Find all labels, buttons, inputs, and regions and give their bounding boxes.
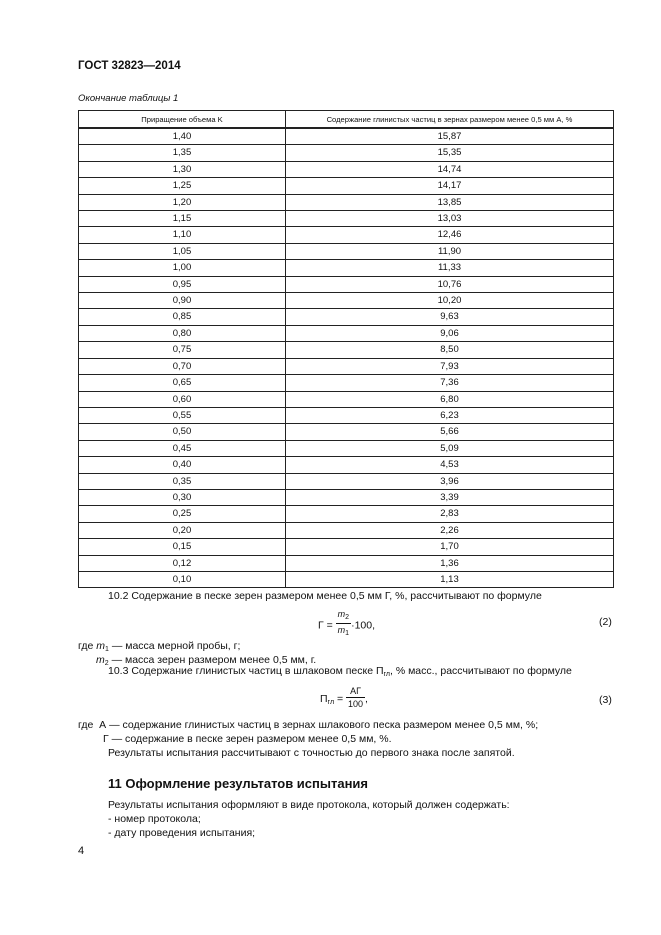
table-row: [79, 293, 614, 309]
list-item: - номер протокола;: [108, 813, 201, 825]
clause-10-2-text: 10.2 Содержание в песке зерен размером менее 0,5 мм Г, %, рассчитывают по формуле: [108, 590, 542, 602]
formula-3-number: (3): [599, 694, 612, 706]
cell-increment: 0,75: [79, 342, 286, 358]
where-label-2: где: [78, 719, 94, 731]
table-row: [79, 473, 614, 489]
clause-10-3-text: 10.3 Содержание глинистых частиц в шлаковом песке $П_{гл}$, % масс., рассчитывают по формуле: [108, 665, 572, 678]
symbol-m2-sub: 2: [104, 660, 109, 667]
table-row: [79, 161, 614, 177]
cell-increment: 0,55: [79, 407, 286, 423]
cell-clay-content: 3,96: [286, 473, 614, 489]
table-row: [79, 375, 614, 391]
m1-description: — масса мерной пробы, г;: [111, 640, 241, 652]
column-header-clay-content: Содержание глинистых частиц в зернах размером менее 0,5 мм А, %: [286, 111, 614, 129]
cell-clay-content: 6,80: [286, 391, 614, 407]
cell-increment: 1,35: [79, 145, 286, 161]
cell-clay-content: 14,74: [286, 161, 614, 177]
cell-increment: 0,70: [79, 358, 286, 374]
table-row: [79, 440, 614, 456]
table-row: [79, 539, 614, 555]
where-m1-line: [78, 640, 240, 653]
formula-3-tail: ,: [365, 692, 368, 705]
table-row: [79, 227, 614, 243]
cell-clay-content: 5,66: [286, 424, 614, 440]
cell-increment: 0,65: [79, 375, 286, 391]
result-precision-text: Результаты испытания рассчитывают с точностью до первого знака после запятой.: [108, 747, 515, 759]
cell-clay-content: 2,26: [286, 522, 614, 538]
cell-clay-content: 13,03: [286, 211, 614, 227]
table-row: [79, 211, 614, 227]
where-a-line: [78, 719, 538, 731]
table-body: [79, 128, 614, 588]
table-row: [79, 522, 614, 538]
symbol-m1: m: [96, 640, 105, 652]
formula-3-denominator: 100: [348, 699, 364, 709]
table-row: [79, 358, 614, 374]
cell-increment: 0,90: [79, 293, 286, 309]
cell-increment: 0,85: [79, 309, 286, 325]
formula-3-equals: =: [336, 692, 344, 705]
cell-clay-content: 7,93: [286, 358, 614, 374]
cell-clay-content: 5,09: [286, 440, 614, 456]
table-header-row: [79, 111, 614, 129]
table-row: [79, 391, 614, 407]
a-description: А — содержание глинистых частиц в зернах шлакового песка размером менее 0,5 мм, %;: [99, 719, 539, 731]
cell-increment: 0,12: [79, 555, 286, 571]
table-row: [79, 506, 614, 522]
cell-clay-content: 4,53: [286, 457, 614, 473]
cell-clay-content: 10,20: [286, 293, 614, 309]
cell-increment: 1,30: [79, 161, 286, 177]
formula-3: [320, 687, 368, 711]
cell-clay-content: 15,87: [286, 128, 614, 145]
cell-increment: 1,00: [79, 260, 286, 276]
formula-2-fraction: [336, 609, 351, 640]
table-row: [79, 424, 614, 440]
formula-3-lhs-sub: гл: [327, 698, 335, 706]
where-label: где: [78, 640, 94, 652]
formula-2: [318, 610, 375, 641]
list-item: - дату проведения испытания;: [108, 827, 256, 839]
cell-increment: 0,10: [79, 571, 286, 587]
table-row: [79, 457, 614, 473]
cell-increment: 0,30: [79, 489, 286, 505]
cell-increment: 1,15: [79, 211, 286, 227]
cell-increment: 0,20: [79, 522, 286, 538]
table-row: [79, 276, 614, 292]
formula-2-denominator: m: [337, 625, 346, 635]
table-row: [79, 145, 614, 161]
cell-increment: 1,25: [79, 178, 286, 194]
table-row: [79, 407, 614, 423]
cell-increment: 0,45: [79, 440, 286, 456]
table-row: [79, 555, 614, 571]
table-row: [79, 325, 614, 341]
table-row: [79, 571, 614, 587]
formula-2-lhs: Г =: [318, 619, 333, 632]
cell-clay-content: 11,90: [286, 243, 614, 259]
cell-clay-content: 11,33: [286, 260, 614, 276]
table-row: [79, 309, 614, 325]
cell-increment: 0,25: [79, 506, 286, 522]
formula-3-fraction: [346, 686, 365, 710]
cell-clay-content: 6,23: [286, 407, 614, 423]
cell-clay-content: 7,36: [286, 375, 614, 391]
formula-3-numerator: АГ: [346, 686, 365, 698]
formula-2-numerator-sub: 2: [345, 614, 350, 621]
table-row: [79, 342, 614, 358]
cell-clay-content: 3,39: [286, 489, 614, 505]
formula-2-number: (2): [599, 616, 612, 628]
data-table: [78, 110, 614, 588]
cell-clay-content: 1,13: [286, 571, 614, 587]
cell-increment: 1,20: [79, 194, 286, 210]
table-row: [79, 243, 614, 259]
cell-increment: 1,40: [79, 128, 286, 145]
cell-increment: 0,80: [79, 325, 286, 341]
cell-clay-content: 2,83: [286, 506, 614, 522]
table-row: [79, 128, 614, 145]
cell-clay-content: 8,50: [286, 342, 614, 358]
table-row: [79, 178, 614, 194]
table-caption: Окончание таблицы 1: [78, 93, 179, 104]
cell-increment: 1,10: [79, 227, 286, 243]
cell-increment: 0,35: [79, 473, 286, 489]
section-11-title: 11 Оформление результатов испытания: [108, 776, 369, 791]
cell-increment: 0,50: [79, 424, 286, 440]
g-description: Г — содержание в песке зерен размером менее 0,5 мм, %.: [103, 733, 392, 745]
formula-3-lhs: П: [320, 692, 328, 705]
cell-clay-content: 15,35: [286, 145, 614, 161]
column-header-increment: Приращение объема K: [79, 111, 286, 129]
symbol-m2: m: [96, 654, 105, 666]
table-row: [79, 489, 614, 505]
cell-clay-content: 1,36: [286, 555, 614, 571]
m2-description: — масса зерен размером менее 0,5 мм, г.: [111, 654, 317, 666]
cell-increment: 0,95: [79, 276, 286, 292]
cell-clay-content: 14,17: [286, 178, 614, 194]
cell-clay-content: 9,06: [286, 325, 614, 341]
cell-clay-content: 9,63: [286, 309, 614, 325]
cell-clay-content: 12,46: [286, 227, 614, 243]
cell-increment: 1,05: [79, 243, 286, 259]
cell-clay-content: 10,76: [286, 276, 614, 292]
symbol-m1-sub: 1: [105, 646, 109, 653]
cell-increment: 0,60: [79, 391, 286, 407]
page-number: 4: [78, 845, 85, 857]
table-row: [79, 194, 614, 210]
cell-clay-content: 13,85: [286, 194, 614, 210]
cell-clay-content: 1,70: [286, 539, 614, 555]
formula-2-numerator: m: [337, 609, 346, 619]
section-11-intro: Результаты испытания оформляют в виде протокола, который должен содержать:: [108, 799, 510, 811]
cell-increment: 0,40: [79, 457, 286, 473]
cell-increment: 0,15: [79, 539, 286, 555]
formula-2-tail: ·100,: [351, 619, 376, 632]
standard-header: ГОСТ 32823—2014: [78, 60, 181, 72]
table-row: [79, 260, 614, 276]
formula-2-denominator-sub: 1: [345, 630, 350, 637]
